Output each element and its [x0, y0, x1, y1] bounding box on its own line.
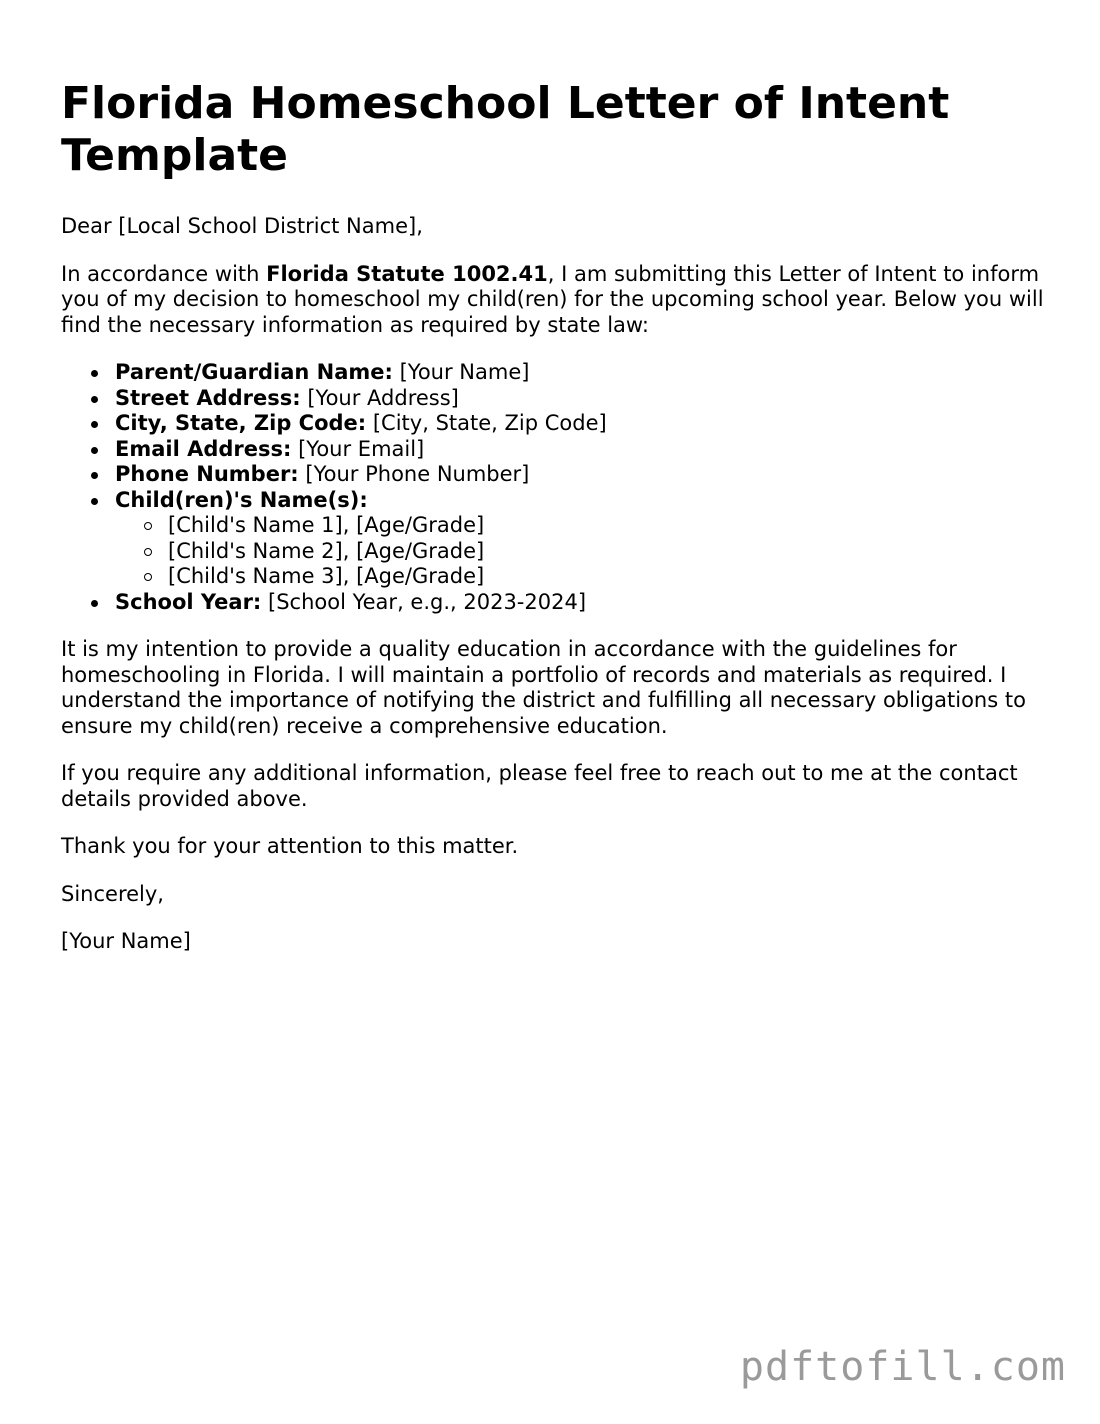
field-value: [City, State, Zip Code] [366, 411, 607, 435]
child-entry: [Child's Name 2], [Age/Grade] [168, 539, 1051, 565]
intro-text-after: , I am submitting this Letter of Intent to inform you of my decision to homeschool my child(ren) for the upcoming school year. Below you will find the necessary information as required by state law: [61, 261, 1044, 337]
child-entry: [Child's Name 3], [Age/Grade] [168, 564, 1051, 590]
contact-paragraph: If you require any additional information, please feel free to reach out to me at the contact details provided above. [61, 761, 1018, 811]
field-label: School Year: [115, 589, 262, 614]
thanks-paragraph: Thank you for your attention to this matter. [61, 834, 519, 858]
field-label: Parent/Guardian Name: [115, 360, 393, 384]
watermark-logo: pdftofill.com [739, 1344, 1066, 1390]
info-field-list [61, 360, 1051, 615]
field-street-address [115, 386, 1051, 412]
intro-paragraph [61, 262, 1051, 339]
child-entry: [Child's Name 1], [Age/Grade] [168, 513, 1051, 539]
field-value: [Your Name] [392, 360, 530, 384]
salutation: Dear [Local School District Name], [61, 214, 423, 238]
field-school-year [115, 590, 1051, 616]
letter-document [61, 78, 1051, 955]
field-label: Child(ren)'s Name(s): [115, 487, 368, 512]
field-children-names [115, 488, 1051, 590]
field-value: [School Year, e.g., 2023-2024] [261, 589, 587, 614]
field-label: Phone Number: [115, 462, 299, 486]
field-value: [Your Address] [300, 385, 459, 410]
page-title: Florida Homeschool Letter of Intent Template [61, 78, 950, 181]
field-city-state-zip [115, 411, 1051, 437]
field-email [115, 437, 1051, 463]
field-value: [Your Email] [291, 436, 425, 461]
field-value: [Your Phone Number] [298, 462, 530, 486]
statute-reference: Florida Statute 1002.41 [266, 261, 548, 286]
signature-name: [Your Name] [61, 929, 191, 953]
children-list [115, 513, 1051, 590]
intro-text-before: In accordance with [61, 261, 267, 286]
field-parent-name [115, 360, 1051, 386]
field-label: Street Address: [115, 385, 301, 410]
closing: Sincerely, [61, 881, 164, 906]
intention-paragraph: It is my intention to provide a quality education in accordance with the guidelines for homeschooling in Florida. I will maintain a portfolio of records and materials as required. I understand the importance of notifying the district and fulfilling all necessary obligations to ensure my child(ren) receive a comprehensive education. [61, 637, 1026, 738]
field-label: Email Address: [115, 436, 292, 461]
field-phone [115, 462, 1051, 488]
field-label: City, State, Zip Code: [115, 411, 367, 435]
